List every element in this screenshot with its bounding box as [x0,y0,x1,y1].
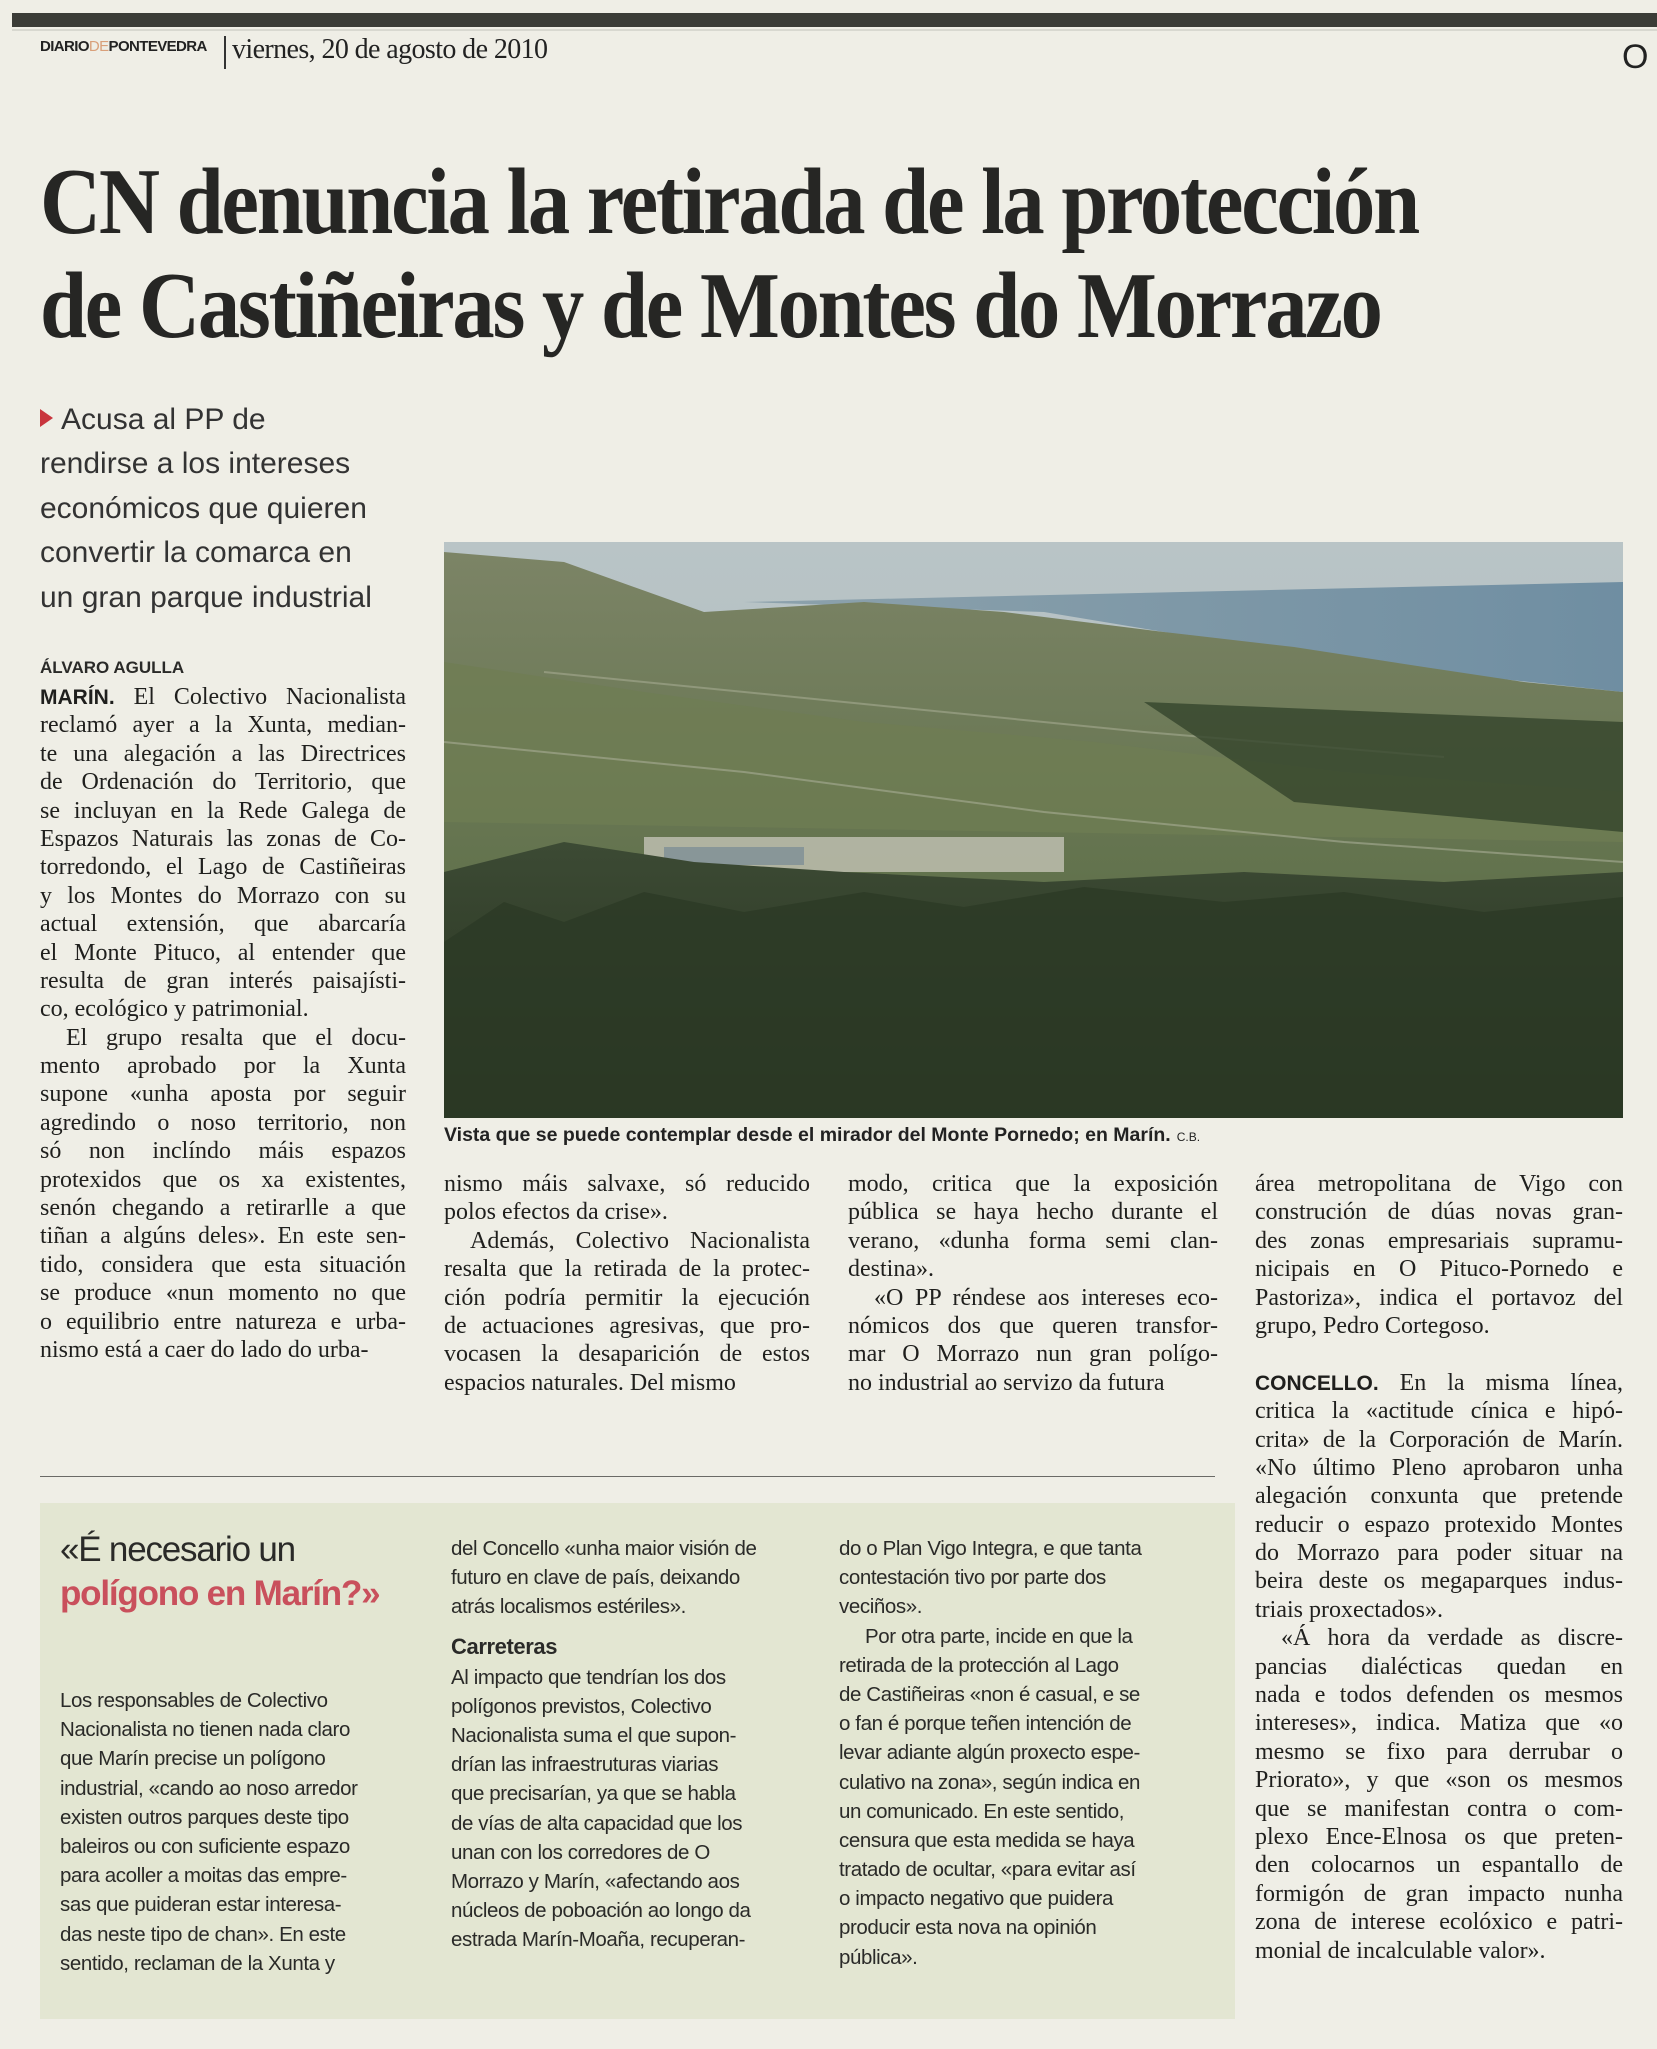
header-separator [224,36,226,69]
line-text: vocasen la desaparición de estos [444,1341,810,1368]
line-text: alegación conxunta que pretende [1255,1483,1623,1510]
text-line [40,740,406,768]
line-text: polígonos previstos, Colectivo [451,1694,712,1718]
text-line [40,967,406,995]
line-text: formigón de gran impacto nunha [1255,1880,1623,1907]
line-text: protexidos que os xa existentes, [40,1166,406,1193]
line-text: mesmo se fixo para derrubar o [1255,1738,1623,1765]
text-line [451,1896,816,1925]
box-subheading: Carreteras [451,1633,558,1659]
text-line [444,1170,810,1198]
text-line [40,1109,406,1137]
line-text: y los Montes do Morrazo con su [40,882,406,909]
text-line [60,1832,420,1861]
text-line [40,1308,406,1336]
line-text: des zonas empresariais supramu- [1255,1227,1623,1254]
line-text: levar adiante algún proxecto espe- [839,1741,1140,1765]
line-text: das neste tipo de chan». En este [60,1922,346,1946]
line-text: culativo na zona», según indica en [839,1770,1140,1794]
line-text: censura que esta medida se haya [839,1828,1135,1852]
text-line [40,910,406,938]
text-line [1255,1937,1623,1965]
text-line [451,1563,816,1592]
text-line [1255,1369,1623,1397]
text-line [40,797,406,825]
text-line [839,1651,1204,1680]
text-line [451,1838,816,1867]
line-text: do o Plan Vigo Integra, e que tanta [839,1537,1142,1560]
text-line [1255,1198,1623,1226]
box-column-1 [60,1686,420,1978]
line-text: baleiros ou con suficiente espazo [60,1834,350,1858]
article-column-4 [1255,1170,1623,1965]
box-title-line2: polígono en Marín?» [60,1574,380,1613]
line-text: «Á hora da verdade as discre- [1281,1625,1623,1652]
text-line [1255,1880,1623,1908]
line-text: verano, «dunha forma semi clan- [848,1227,1218,1254]
line-text: de actuaciones agresivas, que pro- [444,1312,810,1339]
text-line [451,1867,816,1896]
text-line [444,1340,810,1368]
text-line [40,995,406,1023]
text-line [40,1052,406,1080]
line-text: resalta que la retirada de la protec- [444,1256,810,1283]
line-text: nismo máis salvaxe, só reducido [444,1171,810,1197]
line-text: plexo Ence-Elnosa os que preten- [1255,1823,1623,1850]
line-text: que Marín precise un polígono [60,1747,326,1771]
text-line [40,1194,406,1222]
section-divider [40,1476,1215,1477]
lead-word: CONCELLO. [1255,1371,1379,1395]
line-text: tiñan a algúns deles». En este sen- [40,1223,406,1250]
top-rule [12,13,1657,27]
line-text: drían las infraestruturas viarias [451,1753,719,1777]
text-line [1255,1227,1623,1255]
article-column-2 [444,1170,810,1397]
paragraph-gap [1255,1340,1623,1368]
photo-caption [444,1124,1200,1147]
line-text: critica la «actitude cínica e hipó- [1255,1398,1623,1425]
text-line [40,939,406,967]
line-text: beira deste os megaparques indus- [1255,1568,1623,1595]
line-text: producir esta nova na opinión [839,1916,1097,1940]
text-line [1255,1284,1623,1312]
box-column-2 [451,1534,816,1954]
text-line [60,1949,420,1978]
text-line [839,1680,1204,1709]
subhead-line: económicos que quieren [40,491,367,525]
top-rule-light [12,29,1657,31]
text-line [60,1890,420,1919]
text-line [60,1744,420,1773]
line-text: área metropolitana de Vigo con [1255,1171,1623,1197]
text-line [1255,1738,1623,1766]
text-line [1255,1624,1623,1652]
headline-line: de Castiñeiras y de Montes do Morrazo [40,254,1381,358]
text-line [1255,1908,1623,1936]
text-line [1255,1681,1623,1709]
text-line [839,1826,1204,1855]
line-text: co, ecológico y patrimonial. [40,996,309,1023]
text-line [40,1251,406,1279]
text-line [839,1563,1204,1592]
line-text: industrial, «cando ao noso arredor [60,1776,358,1800]
photo-credit: C.B. [1176,1130,1201,1144]
text-line [1255,1766,1623,1794]
line-text: estrada Marín-Moaña, recuperan- [451,1928,746,1952]
text-line [40,825,406,853]
line-text: Nacionalista suma el que supon- [451,1723,737,1747]
text-line [848,1312,1218,1340]
newspaper-logo [40,38,207,55]
line-text: existen outros parques deste tipo [60,1805,349,1829]
text-line [444,1198,810,1226]
text-line [451,1779,816,1808]
subhead-line: convertir la comarca en [40,536,352,570]
headline-line: CN denuncia la retirada de la protección [40,150,1418,254]
line-text: construción de dúas novas gran- [1255,1199,1623,1226]
text-line [839,1622,1204,1651]
line-text: no industrial ao servizo da futura [848,1369,1165,1396]
line-text: o equilibrio entre natureza e urba- [40,1308,406,1335]
text-line [848,1198,1218,1226]
line-text: o fan é porque teñen intención de [839,1712,1132,1736]
text-line [839,1797,1204,1826]
line-text: pública se haya hecho durante el [848,1199,1218,1226]
text-line [1255,1454,1623,1482]
line-text: reclamó ayer a la Xunta, median- [40,712,406,739]
line-text: tido, considera que esta situación [40,1251,406,1278]
line-text: destina». [848,1256,934,1283]
text-line [848,1369,1218,1397]
text-line [848,1255,1218,1283]
line-text: o impacto negativo que puidera [839,1887,1114,1911]
line-text: crita» de la Corporación de Marín. [1255,1426,1623,1453]
text-line [839,1709,1204,1738]
line-text: grupo, Pedro Cortegoso. [1255,1312,1490,1339]
subhead-line: rendirse a los intereses [40,447,351,481]
line-text: se produce «nun momento no que [40,1280,406,1307]
line-text: ción podría permitir la ejecución [444,1284,810,1311]
line-text: polos efectos da crise». [444,1199,668,1226]
text-line [1255,1653,1623,1681]
text-line [1255,1567,1623,1595]
text-line [40,882,406,910]
line-text: En la misma línea, [1399,1369,1624,1396]
text-line [444,1255,810,1283]
line-text: pancias dialécticas quedan en [1255,1653,1623,1680]
line-text: Pastoriza», indica el portavoz del [1255,1284,1623,1311]
line-text: se incluyan en la Rede Galega de [40,797,406,824]
line-text: contestación tivo por parte dos [839,1566,1106,1590]
line-text: Al impacto que tendrían los dos [451,1665,726,1689]
text-line [1255,1482,1623,1510]
line-text: reducir o espazo protexido Montes [1255,1511,1623,1538]
line-text: Nacionalista no tienen nada claro [60,1718,350,1742]
issue-date: viernes, 20 de agosto de 2010 [232,34,548,65]
text-line [839,1768,1204,1797]
triangle-bullet-icon [40,409,53,427]
text-line [40,711,406,739]
logo-part: DE [88,38,109,55]
text-line [839,1943,1204,1972]
line-text: «O PP réndese aos intereses eco- [874,1284,1218,1311]
line-text: el Monte Pituco, al entender que [40,939,406,966]
line-text: «No último Pleno aprobaron unha [1255,1454,1623,1481]
text-line [444,1369,810,1397]
line-text: El Colectivo Nacionalista [133,684,406,710]
text-line [40,1279,406,1307]
line-text: resulta de gran interés paisajísti- [40,967,406,994]
line-text: El grupo resalta que el docu- [66,1024,406,1051]
text-line [839,1884,1204,1913]
line-text: unan con los corredores de O [451,1840,710,1864]
caption-text: Vista que se puede contemplar desde el mirador del Monte Pornedo; en Marín. [444,1124,1171,1146]
text-line [40,683,406,711]
logo-part: PONTEVEDRA [108,38,207,55]
text-line [1255,1823,1623,1851]
headline [40,150,1418,358]
line-text: pública». [839,1945,918,1969]
subhead-line: un gran parque industrial [40,580,372,614]
byline: ÁLVARO AGULLA [40,658,185,677]
line-text: nicipais en O Pituco-Pornedo e [1255,1256,1623,1283]
line-text: den colocarnos un espantallo de [1255,1852,1623,1879]
line-text: Espazos Naturais las zonas de Co- [40,825,406,852]
line-text: sentido, reclaman de la Xunta y [60,1951,335,1975]
text-line [40,1166,406,1194]
line-text: que se manifestan contra o com- [1255,1795,1623,1822]
text-line [444,1284,810,1312]
text-line [1255,1397,1623,1425]
line-text: Además, Colectivo Nacionalista [470,1227,810,1254]
line-text: monial de incalculable valor». [1255,1937,1546,1964]
text-line [451,1692,816,1721]
line-text: veciños». [839,1595,923,1619]
text-line [60,1861,420,1890]
text-line [1255,1709,1623,1737]
text-line [848,1340,1218,1368]
line-text: nómicos dos que queren transfor- [848,1312,1218,1339]
text-line [848,1284,1218,1312]
line-text: te una alegación a las Directrices [40,740,406,767]
text-line [451,1750,816,1779]
line-text: só non inclíndo máis espazos [40,1138,406,1165]
line-text: de Ordenación do Territorio, que [40,769,406,796]
text-line [1255,1426,1623,1454]
text-line [40,1137,406,1165]
text-line [1255,1312,1623,1340]
line-text: tratado de ocultar, «para evitar así [839,1858,1136,1882]
text-line [60,1803,420,1832]
line-text: zona de interese ecolóxico e patri- [1255,1909,1623,1936]
line-text: núcleos de poboación ao longo da [451,1899,751,1923]
line-text: sas que puideran estar interesa- [60,1893,342,1917]
text-line [451,1925,816,1954]
line-text: actual extensión, que abarcaría [40,911,406,938]
text-line [40,1024,406,1052]
line-text: un comunicado. En este sentido, [839,1799,1125,1823]
text-line [451,1721,816,1750]
text-line [60,1686,420,1715]
text-line [451,1809,816,1838]
text-line [60,1715,420,1744]
text-line [839,1534,1204,1563]
line-text: Los responsables de Colectivo [60,1689,328,1712]
text-line [444,1227,810,1255]
text-line [1255,1539,1623,1567]
line-text: atrás localismos estériles». [451,1595,686,1619]
line-text: do Morrazo para poder situar na [1255,1540,1623,1567]
line-text: retirada de la protección al Lago [839,1653,1119,1677]
text-line [1255,1255,1623,1283]
text-line [839,1592,1204,1621]
line-text: supone «unha aposta por seguir [40,1081,406,1108]
text-line [1255,1851,1623,1879]
text-line [40,1222,406,1250]
text-line [1255,1170,1623,1198]
text-line [839,1738,1204,1767]
text-line [1255,1596,1623,1624]
line-text: del Concello «unha maior visión de [451,1537,757,1560]
text-line [40,768,406,796]
line-text: triais proxectados». [1255,1596,1443,1623]
landscape-photo [444,542,1623,1118]
text-line [839,1855,1204,1884]
text-line [839,1913,1204,1942]
page-edge-letter: O [1622,38,1649,76]
line-text: modo, critica que la exposición [848,1171,1218,1197]
line-text: mento aprobado por la Xunta [40,1053,406,1080]
line-text: nada e todos defenden os mesmos [1255,1682,1623,1709]
text-line [848,1170,1218,1198]
line-text: de vías de alta capacidad que los [451,1811,743,1835]
text-line [40,853,406,881]
line-text: mar O Morrazo nun gran polígo- [848,1341,1218,1368]
text-line [1255,1795,1623,1823]
text-line [451,1534,816,1563]
text-line [444,1312,810,1340]
text-line [40,1336,406,1364]
text-line [40,1080,406,1108]
text-line [848,1227,1218,1255]
box-title-line1: «É necesario un [60,1530,295,1569]
line-text: Por otra parte, incide en que la [865,1624,1133,1648]
line-text: agredindo o noso territorio, non [40,1109,406,1136]
subheadline [40,398,372,620]
line-text: nismo está a caer do lado do urba- [40,1336,369,1363]
text-line [1255,1511,1623,1539]
line-text: intereses», indica. Matiza que «o [1255,1710,1623,1737]
line-text: Morrazo y Marín, «afectando aos [451,1869,740,1893]
line-text: para acoller a moitas das empre- [60,1864,347,1888]
text-line [451,1592,816,1621]
box-column-3 [839,1534,1204,1972]
line-text: futuro en clave de país, deixando [451,1566,740,1590]
line-text: torredondo, el Lago de Castiñeiras [40,854,406,881]
text-line [451,1663,816,1692]
line-text: Priorato», y que «son os mesmos [1255,1767,1623,1794]
line-text: de Castiñeiras «non é casual, e se [839,1682,1140,1706]
text-line [60,1920,420,1949]
article-column-3 [848,1170,1218,1397]
article-column-1 [40,683,406,1364]
lead-word: MARÍN. [40,686,115,709]
subhead-line: Acusa al PP de [61,403,266,436]
line-text: espacios naturales. Del mismo [444,1369,736,1396]
line-text: senón chegando a retirarlle a que [40,1195,406,1222]
text-line [60,1774,420,1803]
line-text: que precisarían, ya que se habla [451,1782,736,1806]
logo-part: DIARIO [40,38,89,55]
